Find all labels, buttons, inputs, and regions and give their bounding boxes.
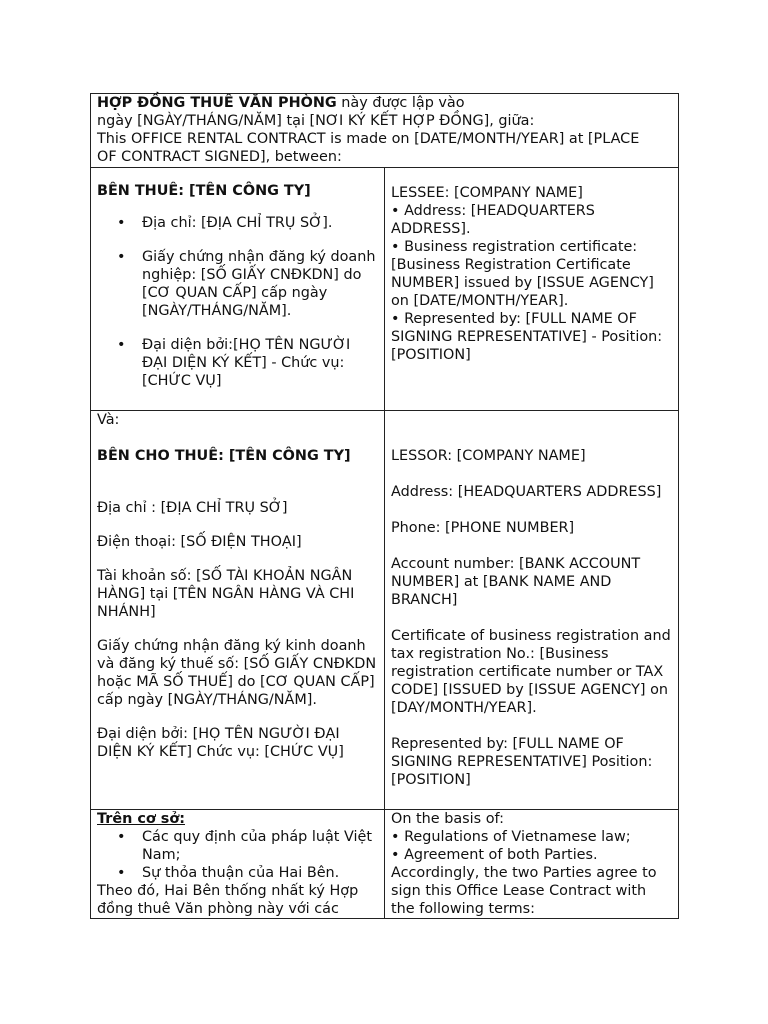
lessor-heading-vn-text: BÊN CHO THUÊ: [TÊN CÔNG TY] [97, 448, 351, 464]
basis-heading-vn [97, 810, 378, 828]
lessee-heading-vn-text: BÊN THUÊ: [TÊN CÔNG TY] [97, 183, 311, 199]
contract-title-rest: này được lập vào [336, 95, 465, 111]
lessor-account-vn: Tài khoản số: [SỐ TÀI KHOẢN NGÂN HÀNG] tại [TÊN NGÂN HÀNG VÀ CHI NHÁNH] [97, 568, 355, 620]
contract-intro-en-2: OF CONTRACT SIGNED], between: [97, 149, 342, 165]
lessor-account-en: Account number: [BANK ACCOUNT NUMBER] at [BANK NAME AND BRANCH] [391, 556, 641, 608]
basis-en-cell [385, 810, 679, 919]
contract-title-line [97, 94, 672, 112]
contract-table [90, 93, 679, 919]
lessee-address-vn: • Địa chỉ: [ĐỊA CHỈ TRỤ SỞ]. [97, 214, 378, 232]
contract-date-line-vn: ngày [NGÀY/THÁNG/NĂM] tại [NƠI KÝ KẾT HỢP ĐỒNG], giữa: [97, 113, 535, 129]
lessor-certificate-en: Certificate of business registration and tax registration No.: [Business registration certificate number or TAX CODE] [ISSUED by [ISSUE AGENCY] on [DAY/MONTH/YEAR]. [391, 628, 671, 716]
lessee-heading-vn [97, 182, 378, 200]
lessee-address-en: • Address: [HEADQUARTERS ADDRESS]. [391, 203, 595, 237]
header-row [91, 94, 679, 168]
lessee-representative-en: • Represented by: [FULL NAME OF SIGNING REPRESENTATIVE] - Position: [POSITION] [391, 311, 663, 363]
contract-header-cell [91, 94, 679, 168]
lessor-representative-vn: Đại diện bởi: [HỌ TÊN NGƯỜI ĐẠI DIỆN KÝ KẾT] Chức vụ: [CHỨC VỤ] [97, 726, 344, 760]
lessee-row [91, 168, 679, 411]
lessor-vn-cell [91, 411, 385, 810]
basis-conclusion-vn: Theo đó, Hai Bên thống nhất ký Hợp đồng thuê Văn phòng này với các [97, 883, 359, 917]
and-label: Và: [97, 412, 120, 428]
lessor-heading-en: LESSOR: [COMPANY NAME] [391, 448, 586, 464]
lessee-representative-vn: • Đại diện bởi:[HỌ TÊN NGƯỜI ĐẠI DIỆN KÝ KẾT] - Chức vụ: [CHỨC VỤ] [97, 336, 378, 390]
lessor-certificate-vn: Giấy chứng nhận đăng ký kinh doanh và đăng ký thuế số: [SỐ GIẤY CNĐKDN hoặc MÃ SỐ THUẾ] do [CƠ QUAN CẤP] cấp ngày [NGÀY/THÁNG/NĂM]. [97, 638, 377, 708]
lessor-en-cell [385, 411, 679, 810]
basis-agreement-en: • Agreement of both Parties. [391, 847, 598, 863]
basis-row [91, 810, 679, 919]
basis-vn-cell [91, 810, 385, 919]
basis-conclusion-en: Accordingly, the two Parties agree to sign this Office Lease Contract with the following terms: [391, 865, 657, 917]
basis-agreement-vn: • Sự thỏa thuận của Hai Bên. [97, 864, 378, 882]
lessee-en-cell [385, 168, 679, 411]
lessor-address-vn: Địa chỉ : [ĐỊA CHỈ TRỤ SỞ] [97, 500, 288, 516]
lessee-bullets-vn [97, 214, 378, 390]
lessor-address-en: Address: [HEADQUARTERS ADDRESS] [391, 484, 662, 500]
basis-heading-vn-text: Trên cơ sở: [97, 811, 185, 827]
lessor-representative-en: Represented by: [FULL NAME OF SIGNING REPRESENTATIVE] Position: [POSITION] [391, 736, 653, 788]
lessor-phone-vn: Điện thoại: [SỐ ĐIỆN THOẠI] [97, 534, 302, 550]
lessee-certificate-en: • Business registration certificate: [Business Registration Certificate NUMBER] issued by [ISSUE AGENCY] on [DATE/MONTH/YEAR]. [391, 239, 654, 309]
lessee-certificate-vn: • Giấy chứng nhận đăng ký doanh nghiệp: [SỐ GIẤY CNĐKDN] do [CƠ QUAN CẤP] cấp ngày [NGÀY/THÁNG/NĂM]. [97, 248, 378, 320]
contract-intro-en-1: This OFFICE RENTAL CONTRACT is made on [DATE/MONTH/YEAR] at [PLACE [97, 131, 640, 147]
basis-bullets-vn [97, 828, 378, 882]
basis-law-en: • Regulations of Vietnamese law; [391, 829, 631, 845]
lessee-heading-en: LESSEE: [COMPANY NAME] [391, 185, 583, 201]
basis-law-vn: • Các quy định của pháp luật Việt Nam; [97, 828, 378, 864]
lessor-phone-en: Phone: [PHONE NUMBER] [391, 520, 575, 536]
basis-heading-en: On the basis of: [391, 811, 504, 827]
lessor-row [91, 411, 679, 810]
lessee-vn-cell [91, 168, 385, 411]
contract-title: HỢP ĐỒNG THUÊ VĂN PHÒNG [97, 95, 337, 111]
lessor-heading-vn [97, 447, 378, 465]
